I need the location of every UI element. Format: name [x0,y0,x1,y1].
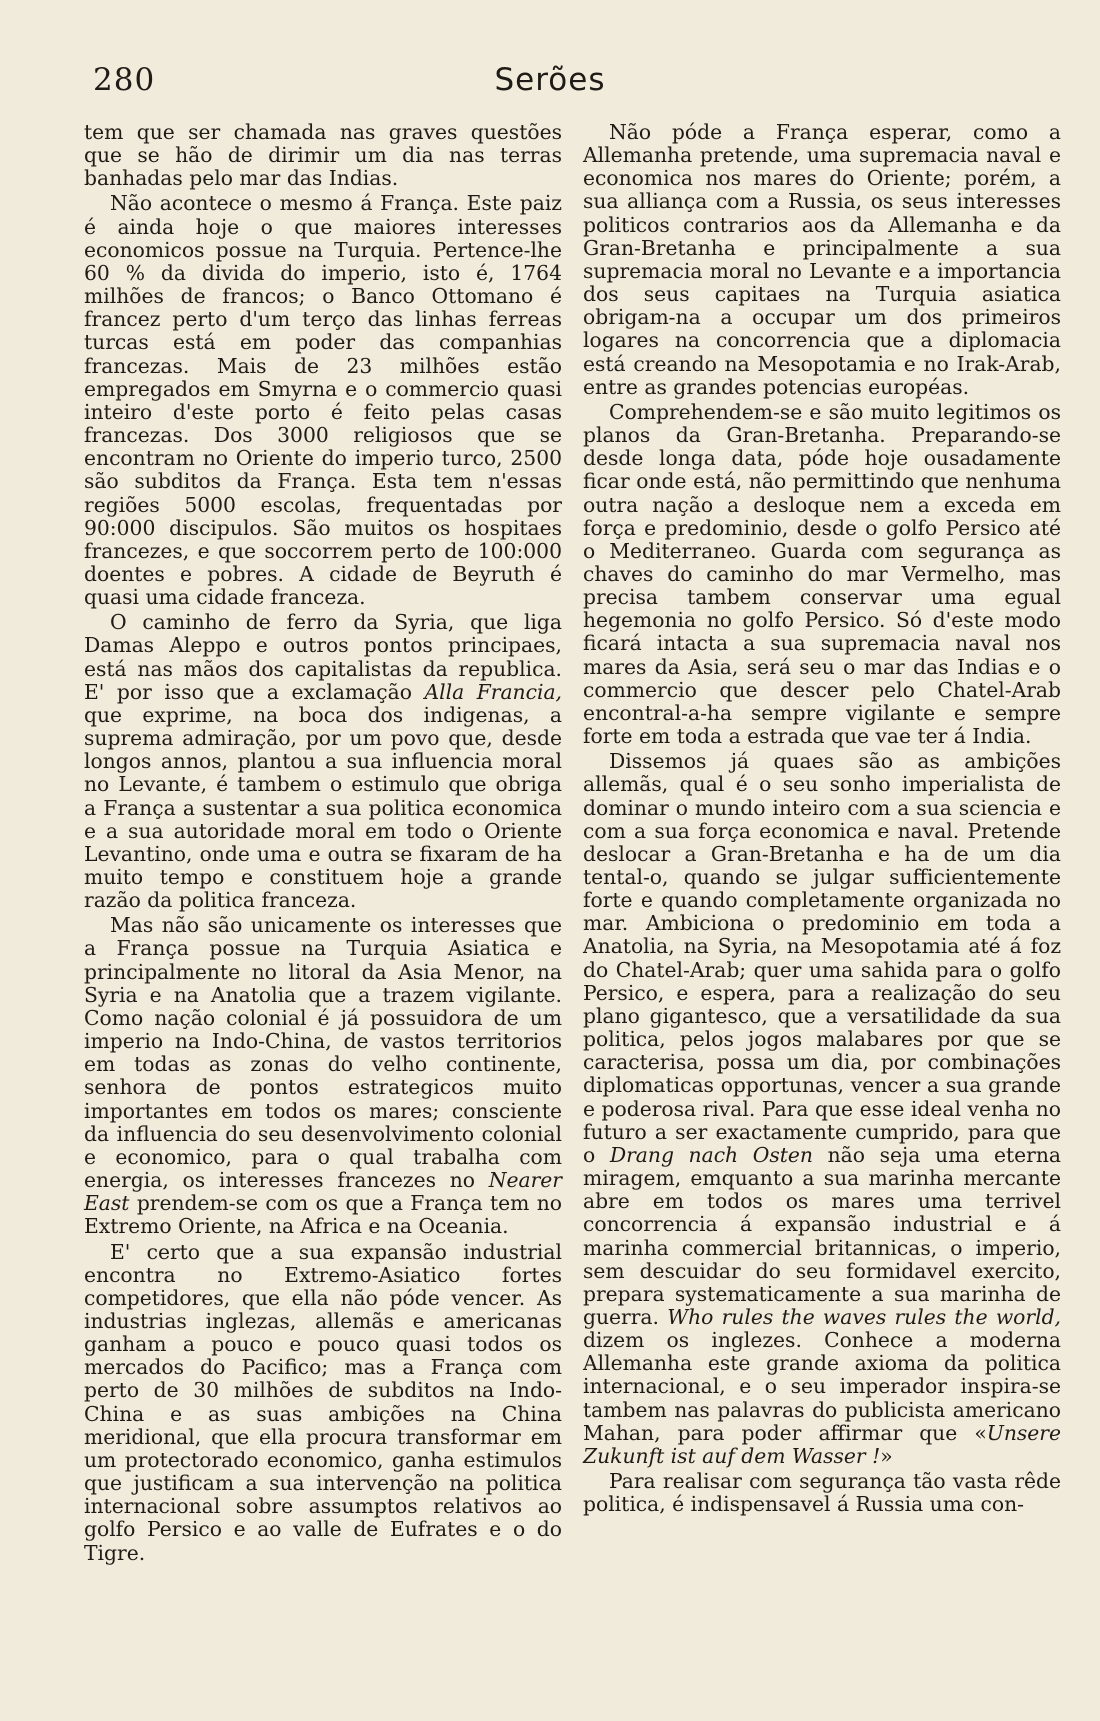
running-title: Serões [494,62,606,98]
paragraph: Não acontece o mesmo á França. Este paiz é ainda hoje o que maiores interesses economicos possue na Turquia. Pertence-lhe 60 % da divida do imperio, isto é, 1764 milhões de francos; o Banco Ottomano é francez perto d'um terço das linhas ferreas turcas está em poder das companhias francezas. Mais de 23 milhões estão empregados em Smyrna e o commercio quasi inteiro d'este porto é feito pelas casas francezas. Dos 3000 religiosos que se encontram no Oriente do imperio turco, 2500 são subditos da França. Esta tem n'essas regiões 5000 escolas, frequentadas por 90:000 discipulos. São muitos os hospitaes francezes, e que soccorrem perto de 100:000 doentes e pobres. A cidade de Beyruth é quasi uma cidade franceza. [84,191,562,610]
right-column [583,121,1061,1516]
paragraph [583,750,1061,1468]
paragraph-text: dizem os inglezes. Conhece a moderna Allemanha este grande axioma da politica internacional, e o seu imperador inspira-se tambem nas palavras do publicista americano Mahan, para poder affirmar que « [583,1328,1061,1445]
italic-phrase: Alla Francia, [424,679,562,704]
paragraph-text: prendem-se com os que a França tem no Extremo Oriente, na Africa e na Oceania. [84,1191,562,1239]
italic-phrase: Who rules the waves rules the world, [667,1304,1061,1329]
italic-phrase: Drang nach Osten [609,1142,813,1167]
paragraph: Para realisar com segurança tão vasta rêde politica, é indispensavel á Russia uma con- [583,1469,1061,1517]
italic-phrase: Nearer East [84,1168,562,1216]
paragraph-text: que exprime, na boca dos indigenas, a suprema admiração, por um povo que, desde longos annos, plantou a sua influencia moral no Levante, é tambem o estimulo que obriga a França a sustentar a sua politica economica e a sua autoridade moral em todo o Oriente Levantino, onde uma e outra se fixaram de ha muito tempo e constituem hoje a grande razão da politica franceza. [84,702,562,913]
page-header [0,62,1100,112]
paragraph: tem que ser chamada nas graves questões que se hão de dirimir um dia nas terras banhadas pelo mar das Indias. [84,120,562,191]
left-column [84,121,562,1565]
paragraph: Não póde a França esperar, como a Allemanha pretende, uma supremacia naval e economica nos mares do Oriente; porém, a sua alliança com a Russia, os seus interesses politicos contrarios aos da Allemanha e da Gran-Bretanha e principalmente a sua supremacia moral no Levante e a importancia dos seus capitaes na Turquia asiatica obrigam-na a occupar um dos primeiros logares na concorrencia que a diplomacia está creando na Mesopotamia e no Irak-Arab, entre as grandes potencias européas. [583,120,1061,399]
paragraph-text: Mas não são unicamente os interesses que a França possue na Turquia Asiatica e principalmente no litoral da Asia Menor, na Syria e na Anatolia que a trazem vigilante. Como nação colonial é já possuidora de um imperio na Indo-China, de vastos territorios em todas as zonas do velho continente, senhora de pontos estrategicos muito importantes em todos os mares; consciente da influencia do seu desenvolvimento colonial e economico, para o qual trabalha com energia, os interesses francezes no [84,913,562,1193]
paragraph-text: Dissemos já quaes são as ambições allemãs, qual é o seu sonho imperialista de dominar o mundo inteiro com a sua sciencia e com a sua força economica e naval. Pretende deslocar a Gran-Bretanha e ha de um dia tental-o, quando se julgar sufficientemente forte e quando completamente organizada no mar. Ambiciona o predominio em toda a Anatolia, na Syria, na Mesopotamia até á foz do Chatel-Arab; quer uma sahida para o golfo Persico, e espera, para a realização do seu plano gigantesco, que a versatilidade da sua politica, pelos jogos malabares por que se caracterisa, possa um dia, por combinações diplomaticas opportunas, vencer a sua grande e poderosa rival. Para que esse ideal venha no futuro a ser exactamente cumprido, para que o [583,749,1061,1167]
paragraph-text: não seja uma eterna miragem, emquanto a sua marinha mercante abre em todos os mares uma terrivel concorrencia á expansão industrial e á marinha commercial britannicas, o imperio, sem descuidar do seu formidavel exercito, prepara systematicamente a sua marinha de guerra. [583,1142,1062,1329]
paragraph [84,914,562,1238]
paragraph-text: O caminho de ferro da Syria, que liga Damas Aleppo e outros pontos principaes, está nas mãos dos capitalistas da republica. E' por isso que a exclamação [84,610,562,704]
paragraph: Comprehendem-se e são muito legitimos os planos da Gran-Bretanha. Preparando-se desde longa data, póde hoje ousadamente ficar onde está, não permittindo que nenhuma outra nação a desloque nem a exceda em força e predominio, desde o golfo Persico até o Mediterraneo. Guarda com segurança as chaves do caminho do mar Vermelho, mas precisa tambem conservar uma egual hegemonia no golfo Persico. Só d'este modo ficará intacta a sua supremacia naval nos mares da Asia, será seu o mar das Indias e o commercio que descer pelo Chatel-Arab encontral-a-ha sempre vigilante e sempre forte em toda a estrada que vae ter á India. [583,399,1061,749]
paragraph-text: » [880,1443,893,1468]
paragraph: E' certo que a sua expansão industrial encontra no Extremo-Asiatico fortes competidores, que ella não póde vencer. As industrias inglezas, allemãs e americanas ganham a pouco e pouco quasi todos os mercados do Pacifico; mas a França com perto de 30 milhões de subditos na Indo-China e as suas ambições na China meridional, que ella procura transformar em um protectorado economico, ganha estimulos que justificam a sua intervenção na politica internacional sobre assumptos relativos ao golfo Persico e ao valle de Eufrates e o do Tigre. [84,1239,562,1565]
paragraph [84,611,562,912]
italic-phrase: Unsere Zukunft ist auf dem Wasser ! [583,1420,1061,1468]
page-number: 280 [93,62,156,98]
